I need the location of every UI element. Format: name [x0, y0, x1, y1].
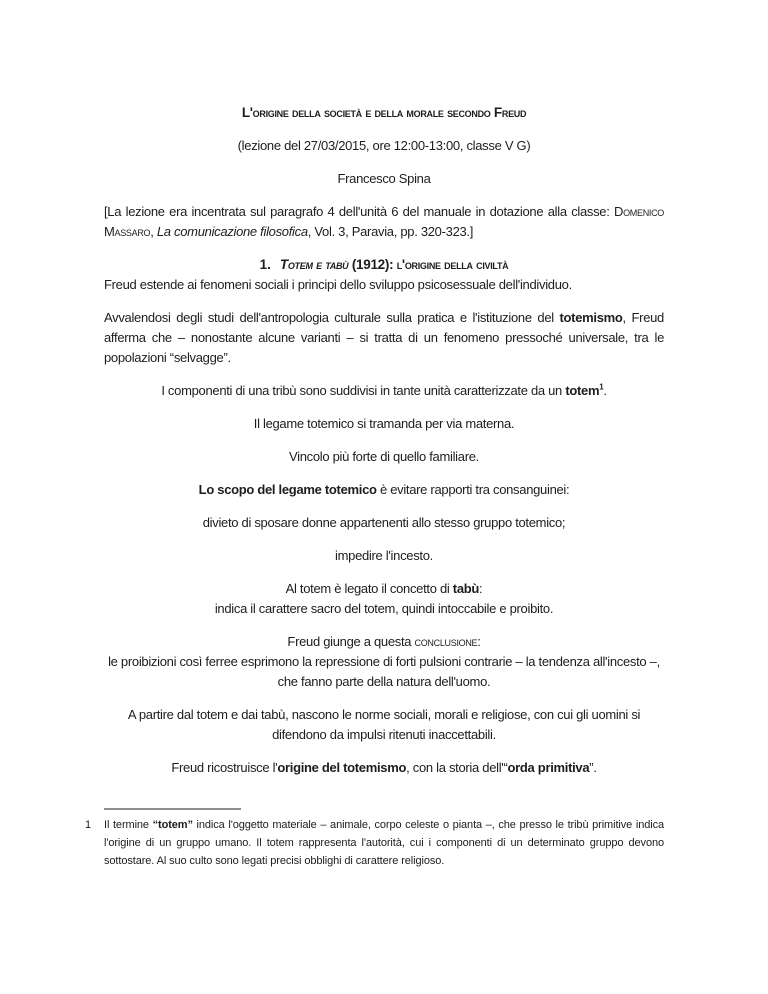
paragraph-intro: Freud estende ai fenomeni sociali i principi dello sviluppo psicosessuale dell'individuo. [104, 277, 572, 292]
course-note-tail: , Vol. 3, Paravia, pp. 320-323.] [307, 224, 474, 239]
paragraph-tribu [104, 381, 664, 401]
totem-term: totem [565, 383, 600, 398]
origine-totemismo-term: origine del totemismo [277, 760, 407, 775]
paragraph-scopo-rest: è evitare rapporti tra consanguinei: [376, 482, 570, 497]
conclusione-body: le proibizioni così ferree esprimono la repressione di forti pulsioni contrarie – la tendenza all'incesto –, che fanno parte della natura dell'uomo. [108, 654, 660, 689]
paragraph-tabu-concept [104, 579, 664, 619]
document-title: L'origine della società e della morale secondo Freud [241, 105, 527, 120]
book-title: La comunicazione filosofica [156, 224, 308, 239]
footnote-1 [85, 816, 664, 870]
totemismo-term: totemismo [559, 310, 623, 325]
conclusione-term: conclusione [414, 634, 478, 649]
conclusione-line1-post: : [477, 634, 481, 649]
paragraph-totemismo [104, 308, 664, 368]
paragraph-conclusione [104, 632, 664, 692]
note-separator: , [150, 224, 157, 239]
footnote-separator [104, 808, 241, 810]
paragraph-incesto: impedire l'incesto. [335, 548, 433, 563]
course-note-text: [La lezione era incentrata sul paragrafo 4 dell'unità 6 del manuale in dotazione alla classe: [104, 204, 614, 219]
paragraph-divieto: divieto di sposare donne appartenenti allo stesso gruppo totemico; [202, 515, 566, 530]
paragraph-tribu-post: . [603, 383, 607, 398]
editor-name: Domenico Massaro [104, 204, 664, 239]
orda-pre: Freud ricostruisce l' [171, 760, 278, 775]
orda-post: ”. [589, 760, 597, 775]
paragraph-orda [104, 758, 664, 778]
footnote-post: indica l'oggetto materiale – animale, corpo celeste o pianta –, che presso le tribù primitive indica l'origine di un gruppo umano. Il totem rappresenta l'autorità, cui i componenti di un determinato gruppo devono sottostare. Al suo culto sono legati precisi obblighi di carattere religioso. [104, 819, 664, 867]
work-year: (1912): [348, 257, 397, 272]
footnote-pre: Il termine [104, 819, 153, 831]
tabu-line2: indica il carattere sacro del totem, quindi intoccabile e proibito. [214, 601, 554, 616]
author-name: Francesco Spina [337, 171, 431, 186]
tabu-line1-pre: Al totem è legato il concetto di [285, 581, 453, 596]
paragraph-tribu-pre: I componenti di una tribù sono suddivisi in tante unità caratterizzate da un [161, 383, 566, 398]
scopo-term: Lo scopo del legame totemico [198, 482, 377, 497]
paragraph-norme: A partire dal totem e dai tabù, nascono le norme sociali, morali e religiose, con cui gli uomini si difendono da impulsi ritenuti inaccettabili. [127, 707, 641, 742]
footnote-ref: 1 [599, 382, 604, 392]
paragraph-legame-materno: Il legame totemico si tramanda per via materna. [253, 416, 515, 431]
work-title: Totem e tabù [279, 257, 349, 272]
paragraph-scopo [104, 480, 664, 500]
paragraph-totemismo-post: , Freud afferma che – nonostante alcune varianti – si tratta di un fenomeno pressoché universale, tra le popolazioni “selvagge”. [104, 310, 664, 365]
tabu-line1-post: : [479, 581, 483, 596]
section-number: 1. [259, 257, 271, 272]
footnote-area [85, 808, 664, 870]
course-note [104, 202, 664, 242]
section-subtitle: l'origine della civiltà [396, 257, 509, 272]
tabu-term: tabù [452, 581, 480, 596]
footnote-totem-term: “totem” [152, 819, 193, 831]
conclusione-line1-pre: Freud giunge a questa [287, 634, 415, 649]
paragraph-vincolo: Vincolo più forte di quello familiare. [289, 449, 479, 464]
section-heading [104, 255, 664, 275]
paragraph-totemismo-pre: Avvalendosi degli studi dell'antropologia culturale sulla pratica e l'istituzione del [104, 310, 560, 325]
orda-primitiva-term: orda primitiva [507, 760, 590, 775]
lesson-info: (lezione del 27/03/2015, ore 12:00-13:00, classe V G) [237, 138, 531, 153]
footnote-marker: 1 [85, 819, 92, 831]
orda-mid: , con la storia dell'“ [406, 760, 508, 775]
